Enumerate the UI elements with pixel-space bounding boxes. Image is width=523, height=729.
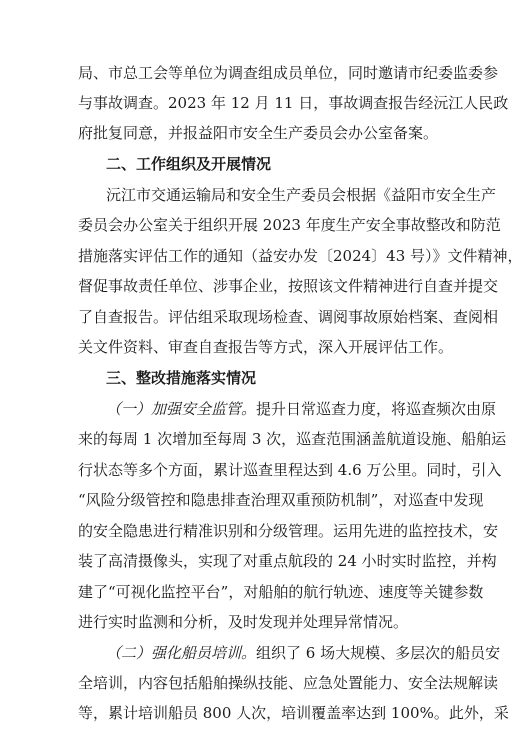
- body-line: [0, 638, 500, 669]
- line-text: 装了高清摄像头，实现了对重点航段的 24 小时实时监控，并构: [78, 552, 497, 570]
- subsection-title: （一）加强安全监管。: [106, 400, 257, 418]
- body-line: [0, 241, 523, 272]
- section-heading-text: 三、整改措施落实情况: [106, 369, 257, 387]
- line-text: 进行实时监测和分析，及时发现并处理异常情况。: [78, 613, 409, 631]
- line-text: 行状态等多个方面，累计巡查里程达到 4.6 万公里。同时，引入: [78, 461, 502, 479]
- body-line: [0, 546, 500, 577]
- body-line: [0, 394, 500, 425]
- body-line: [0, 607, 500, 638]
- line-text: 委员会办公室关于组织开展 2023 年度生产安全事故整改和防范: [78, 216, 501, 234]
- subsection-title: （二）强化船员培训。: [106, 644, 257, 662]
- body-line: [0, 577, 500, 608]
- body-line: [0, 302, 500, 333]
- body-line: [0, 180, 500, 211]
- line-text: 组织了 6 场大规模、多层次的船员安: [256, 644, 501, 662]
- line-text: 督促事故责任单位、涉事企业，按照该文件精神进行自查并提交: [78, 277, 499, 295]
- body-line: [0, 668, 500, 699]
- body-line: [0, 271, 500, 302]
- body-line: [0, 210, 500, 241]
- line-text: 提升日常巡查力度，将巡查频次由原: [256, 400, 497, 418]
- section-heading: [0, 363, 500, 394]
- body-line: [0, 485, 500, 516]
- line-text: 局、市总工会等单位为调查组成员单位，同时邀请市纪委监委参: [78, 64, 499, 82]
- line-text: 措施落实评估工作的通知（益安办发〔2024〕43 号）》文件精神，: [78, 247, 523, 265]
- line-text: “风险分级管控和隐患排查治理双重预防机制”，对巡查中发现: [78, 491, 484, 509]
- body-line: [0, 424, 507, 455]
- body-line: [0, 58, 500, 89]
- line-text: 府批复同意，并报益阳市安全生产委员会办公室备案。: [78, 124, 439, 142]
- body-line: [0, 698, 509, 722]
- line-text: 了自查报告。评估组采取现场检查、调阅事故原始档案、查阅相: [78, 308, 499, 326]
- line-text: 来的每周 1 次增加至每周 3 次，巡查范围涵盖航道设施、船舶运: [78, 430, 507, 448]
- line-text: 全培训，内容包括船舶操纵技能、应急处置能力、安全法规解读: [78, 674, 499, 692]
- body-line: [0, 88, 509, 119]
- body-line: [0, 455, 500, 486]
- body-line: [0, 332, 500, 363]
- line-text: 等，累计培训船员 800 人次，培训覆盖率达到 100%。此外，采: [78, 704, 509, 722]
- line-text: 建了“可视化监控平台”，对船舶的航行轨迹、速度等关键参数: [78, 583, 484, 601]
- line-text: 关文件资料、审查自查报告等方式，深入开展评估工作。: [78, 338, 454, 356]
- body-line: [0, 516, 500, 547]
- line-text: 的安全隐患进行精准识别和分级管理。运用先进的监控技术，安: [78, 522, 499, 540]
- line-text: 沅江市交通运输局和安全生产委员会根据《益阳市安全生产: [106, 186, 497, 204]
- section-heading-text: 二、工作组织及开展情况: [106, 155, 272, 173]
- body-line: [0, 118, 500, 149]
- line-text: 与事故调查。2023 年 12 月 11 日，事故调查报告经沅江人民政: [78, 94, 509, 112]
- section-heading: [0, 149, 500, 180]
